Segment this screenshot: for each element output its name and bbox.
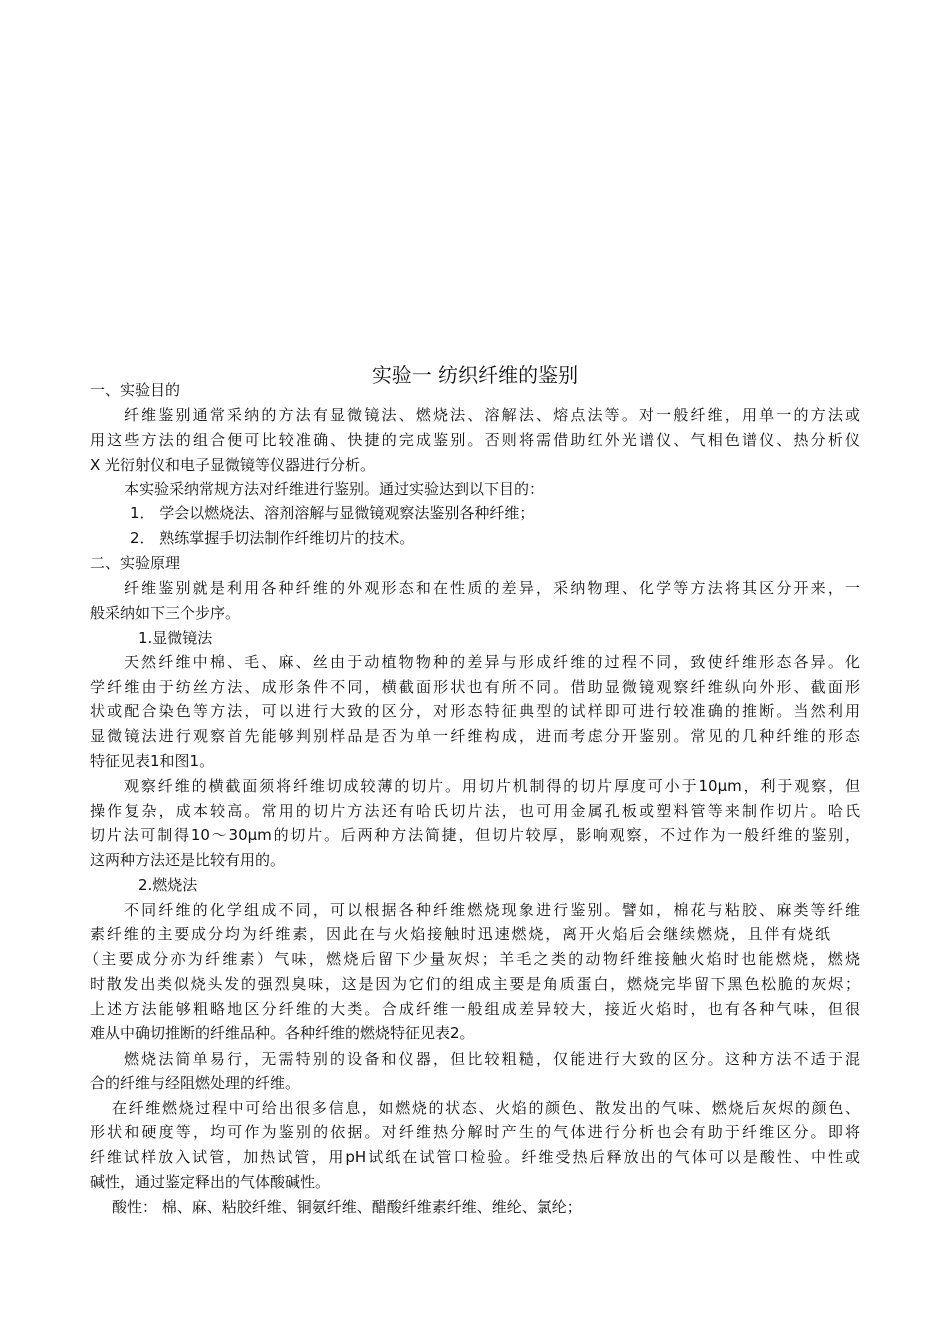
text-line: 素纤维的主要成分均为纤维素，因此在与火焰接触时迅速燃烧，离开火焰后会继续燃烧，且伴有烧纸 xyxy=(90,925,830,943)
text-line: 1． 学会以燃烧法、溶剂溶解与显微镜观察法鉴别各种纤维； xyxy=(130,504,535,522)
text-line: 1.显微镜法 xyxy=(138,629,213,647)
text-line: X 光衍射仪和电子显微镜等仪器进行分析。 xyxy=(90,456,376,474)
text-line: 难从中确切推断的纤维品种。各种纤维的燃烧特征见表2。 xyxy=(90,1024,475,1042)
document-title: 实验一 纺织纤维的鉴别 xyxy=(371,363,579,388)
text-line: 燃烧法简单易行，无需特别的设备和仪器，但比较粗糙，仅能进行大致的区分。这种方法不适于混 xyxy=(124,1050,860,1068)
text-line: 一、实验目的 xyxy=(90,381,181,399)
text-line: 时散发出类似烧头发的强烈臭味，这是因为它们的组成主要是角质蛋白，燃烧完毕留下黑色松脆的灰烬； xyxy=(90,975,860,993)
text-line: 本实验采纳常规方法对纤维进行鉴别。通过实验达到以下目的： xyxy=(124,480,545,498)
text-line: 天然纤维中棉、毛、麻、丝由于动植物物种的差异与形成纤维的过程不同，致使纤维形态各异。化 xyxy=(124,653,860,671)
text-line: 纤维试样放入试管，加热试管，用pH试纸在试管口检验。纤维受热后释放出的气体可以是酸性、中性或 xyxy=(90,1148,860,1166)
text-line: 显微镜法进行观察首先能够判别样品是否为单一纤维构成，进而考虑分开鉴别。常见的几种纤维的形态 xyxy=(90,727,860,745)
text-line: 合的纤维与经阻燃处理的纤维。 xyxy=(90,1074,301,1092)
text-line: 二、实验原理 xyxy=(90,554,181,572)
text-line: 操作复杂，成本较高。常用的切片方法还有哈氏切片法，也可用金属孔板或塑料管等来制作切片。哈氏 xyxy=(90,802,860,820)
text-line: 不同纤维的化学组成不同，可以根据各种纤维燃烧现象进行鉴别。譬如，棉花与粘胶、麻类等纤维 xyxy=(124,901,860,919)
text-line: 2． 熟练掌握手切法制作纤维切片的技术。 xyxy=(130,529,415,547)
text-line: 形状和硬度等，均可作为鉴别的依据。对纤维热分解时产生的气体进行分析也会有助于纤维区分。即将 xyxy=(90,1123,860,1141)
text-line: 在纤维燃烧过程中可给出很多信息，如燃烧的状态、火焰的颜色、散发出的气味、燃烧后灰烬的颜色、 xyxy=(112,1099,860,1117)
text-line: 学纤维由于纺丝方法、成形条件不同，横截面形状也有所不同。借助显微镜观察纤维纵向外形、截面形 xyxy=(90,678,860,696)
text-line: 切片法可制得10～30μm的切片。后两种方法简捷，但切片较厚，影响观察，不过作为一般纤维的鉴别， xyxy=(90,826,860,844)
text-line: 纤维鉴别通常采纳的方法有显微镜法、燃烧法、溶解法、熔点法等。对一般纤维，用单一的方法或 xyxy=(124,406,860,424)
text-line: 2.燃烧法 xyxy=(138,876,198,894)
text-line: 碱性，通过鉴定释出的气体酸碱性。 xyxy=(90,1173,331,1191)
text-line: 特征见表1和图1。 xyxy=(90,752,215,770)
text-line: 般采纳如下三个步序。 xyxy=(90,604,241,622)
text-line: 上述方法能够粗略地区分纤维的大类。合成纤维一般组成差异较大，接近火焰时，也有各种气味，但很 xyxy=(90,1000,860,1018)
text-line: 状或配合染色等方法，可以进行大致的区分，对形态特征典型的试样即可进行较准确的推断。当然利用 xyxy=(90,702,860,720)
text-line: 观察纤维的横截面须将纤维切成较薄的切片。用切片机制得的切片厚度可小于10μm，利于观察，但 xyxy=(124,777,860,795)
text-line: 酸性： 棉、麻、粘胶纤维、铜氨纤维、醋酸纤维素纤维、维纶、氯纶； xyxy=(112,1198,582,1216)
text-line: 这两种方法还是比较有用的。 xyxy=(90,851,286,869)
text-line: 用这些方法的组合便可比较准确、快捷的完成鉴别。否则将需借助红外光谱仪、气相色谱仪、热分析仪 xyxy=(90,431,860,449)
text-line: 纤维鉴别就是利用各种纤维的外观形态和在性质的差异，采纳物理、化学等方法将其区分开来，一 xyxy=(124,579,860,597)
text-line: （主要成分亦为纤维素）气味，燃烧后留下少量灰烬；羊毛之类的动物纤维接触火焰时也能燃烧，燃烧 xyxy=(84,950,860,968)
